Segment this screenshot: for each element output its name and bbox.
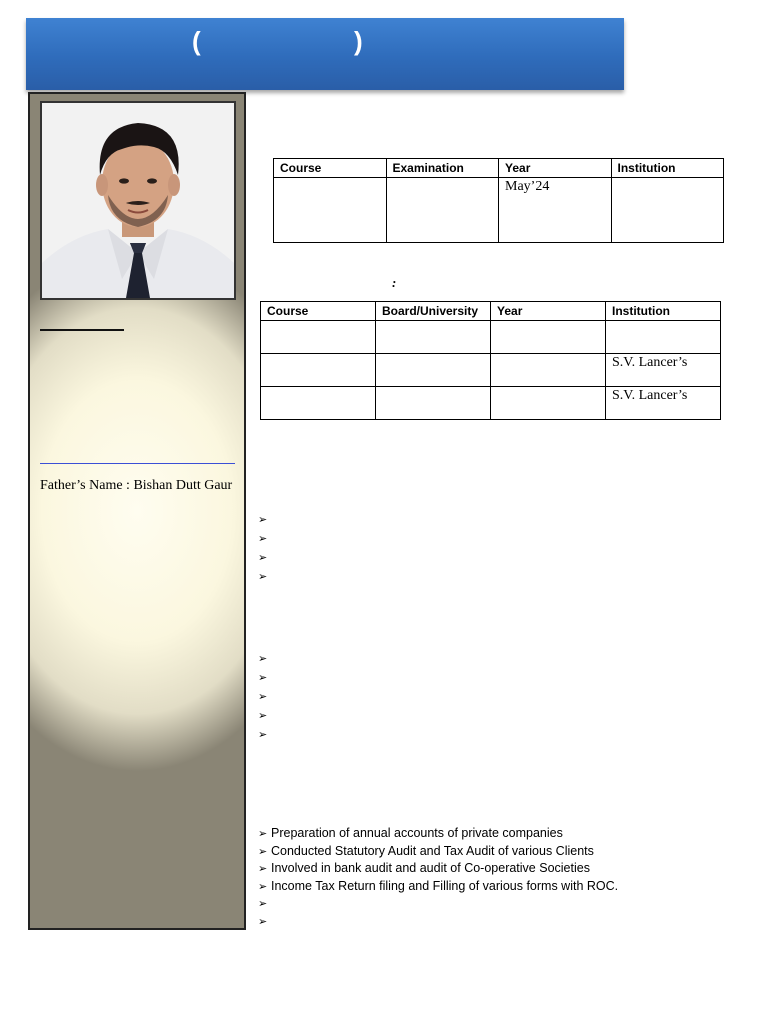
table-row (274, 178, 724, 243)
academic-qualification-table (260, 301, 721, 420)
profile-photo (40, 101, 236, 300)
table-cell (606, 321, 721, 354)
banner-open-paren: ( (192, 26, 201, 56)
arrow-bullet-icon: ➢ (258, 898, 268, 910)
section-rule (40, 329, 124, 331)
list-item (258, 567, 271, 586)
fathers-name: Father’s Name : Bishan Dutt Gaur (40, 478, 233, 493)
list-item (258, 843, 618, 861)
table-header-row (274, 159, 724, 178)
column-header-board-university: Board/University (376, 302, 491, 321)
list-item (258, 725, 271, 744)
list-item (258, 529, 271, 548)
arrow-bullet-icon: ➢ (258, 880, 268, 893)
list-item (258, 878, 618, 896)
arrow-bullet-icon: ➢ (258, 729, 268, 741)
list-item (258, 548, 271, 567)
banner-close-paren: ) (354, 26, 363, 56)
column-header-year: Year (491, 302, 606, 321)
table-cell (261, 387, 376, 420)
table-cell (491, 321, 606, 354)
list-item-text: Preparation of annual accounts of private companies (271, 826, 563, 840)
arrow-bullet-icon: ➢ (258, 533, 268, 545)
column-header-course: Course (274, 159, 387, 178)
list-item (258, 825, 618, 843)
table-cell (261, 354, 376, 387)
table-row (261, 387, 721, 420)
table-cell: May’24 (499, 178, 612, 243)
arrow-bullet-icon: ➢ (258, 514, 268, 526)
arrow-bullet-icon: ➢ (258, 863, 268, 875)
list-item-text: Conducted Statutory Audit and Tax Audit of various Clients (271, 843, 594, 858)
arrow-bullet-icon: ➢ (258, 691, 268, 703)
arrow-bullet-icon: ➢ (258, 653, 268, 665)
list-item (258, 668, 271, 687)
list-item (258, 860, 618, 878)
arrow-bullet-icon: ➢ (258, 552, 268, 564)
column-header-institution: Institution (611, 159, 724, 178)
list-item-text: Income Tax Return filing and Filling of various forms with ROC. (271, 878, 619, 893)
bullet-list-achievements (258, 649, 271, 744)
professional-qualification-table (273, 158, 724, 243)
arrow-bullet-icon: ➢ (258, 672, 268, 684)
bullet-list-skills (258, 510, 271, 586)
table-cell (376, 387, 491, 420)
sidebar-divider (40, 463, 235, 464)
list-item-text: Involved in bank audit and audit of Co-operative Societies (271, 861, 590, 875)
table-cell: S.V. Lancer’s (606, 354, 721, 387)
table-cell (274, 178, 387, 243)
arrow-bullet-icon: ➢ (258, 915, 268, 928)
table-row (261, 354, 721, 387)
section-heading-colon: : (392, 275, 397, 290)
work-experience-list (258, 825, 618, 930)
arrow-bullet-icon: ➢ (258, 845, 268, 858)
arrow-bullet-icon: ➢ (258, 710, 268, 722)
list-item (258, 706, 271, 725)
list-item (258, 687, 271, 706)
table-cell (386, 178, 499, 243)
table-cell (261, 321, 376, 354)
arrow-bullet-icon: ➢ (258, 571, 268, 583)
table-row (261, 321, 721, 354)
column-header-year: Year (499, 159, 612, 178)
list-item (258, 510, 271, 529)
table-cell (611, 178, 724, 243)
table-cell (491, 387, 606, 420)
column-header-institution: Institution (606, 302, 721, 321)
column-header-course: Course (261, 302, 376, 321)
table-cell (491, 354, 606, 387)
list-item (258, 895, 618, 913)
table-header-row (261, 302, 721, 321)
arrow-bullet-icon: ➢ (258, 828, 268, 840)
list-item (258, 913, 618, 931)
profile-photo-illustration (42, 103, 234, 298)
table-cell: S.V. Lancer’s (606, 387, 721, 420)
table-cell (376, 321, 491, 354)
table-cell (376, 354, 491, 387)
profile-sidebar (28, 92, 246, 930)
column-header-examination: Examination (386, 159, 499, 178)
list-item (258, 649, 271, 668)
title-banner (26, 18, 624, 90)
